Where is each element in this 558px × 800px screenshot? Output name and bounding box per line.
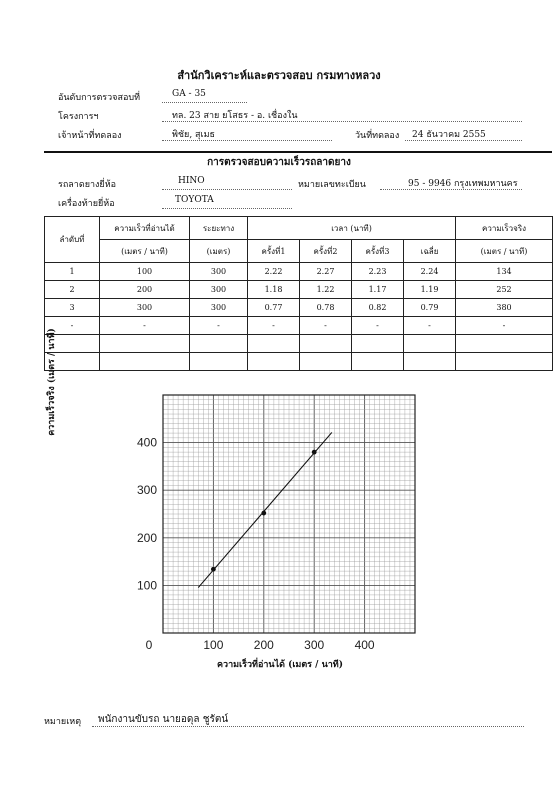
table-cell: 252 <box>456 281 553 299</box>
officer-line <box>162 140 332 141</box>
table-cell: 0.77 <box>248 299 300 317</box>
speed-table <box>44 216 553 371</box>
x-axis-label: ความเร็วที่อ่านได้ (เมตร / นาที) <box>217 660 343 670</box>
table-cell: 0.82 <box>352 299 404 317</box>
y-axis-label: ความเร็วจริง (เมตร / นาที) <box>47 328 57 436</box>
table-cell: 300 <box>190 263 248 281</box>
col-time-avg-header: เฉลี่ย <box>404 240 456 263</box>
table-cell: 1.17 <box>352 281 404 299</box>
table-cell: - <box>190 317 248 335</box>
table-cell: 100 <box>100 263 190 281</box>
y-tick-label: 200 <box>136 530 157 545</box>
truck-brand-label: รถลาดยางยี่ห้อ <box>58 180 117 190</box>
table-cell <box>352 335 404 353</box>
x-tick-label: 0 <box>145 638 153 650</box>
table-row <box>45 353 553 371</box>
inspection-number-value: GA - 35 <box>172 89 206 99</box>
table-cell: 1.18 <box>248 281 300 299</box>
table-cell: - <box>100 317 190 335</box>
section-rule <box>44 151 552 153</box>
col-time-3-header: ครั้งที่3 <box>352 240 404 263</box>
table-row <box>45 317 553 335</box>
inspection-number-line <box>162 102 247 103</box>
table-cell: 300 <box>190 299 248 317</box>
truck-brand-value: HINO <box>178 176 205 186</box>
table-cell: 2 <box>45 281 100 299</box>
table-cell <box>352 353 404 371</box>
col-actual-speed-unit: (เมตร / นาที) <box>456 240 553 263</box>
project-value: ทล. 23 สาย ยโสธร - อ. เชื่องใน <box>172 111 298 121</box>
table-cell: 380 <box>456 299 553 317</box>
table-cell <box>300 335 352 353</box>
plate-line <box>380 189 522 190</box>
remark-label: หมายเหตุ <box>44 717 82 727</box>
test-date-label: วันที่ทดลอง <box>355 131 400 141</box>
table-row <box>45 281 553 299</box>
col-read-speed-unit: (เมตร / นาที) <box>100 240 190 263</box>
data-point <box>312 450 317 455</box>
table-cell <box>100 353 190 371</box>
col-order-header: ลำดับที่ <box>45 217 100 263</box>
chart-grid <box>163 395 415 633</box>
table-row <box>45 335 553 353</box>
table-cell: 1.19 <box>404 281 456 299</box>
table-cell: 134 <box>456 263 553 281</box>
col-time-header: เวลา (นาที) <box>248 217 456 240</box>
col-distance-unit: (เมตร) <box>190 240 248 263</box>
data-point <box>261 511 266 516</box>
table-cell: - <box>352 317 404 335</box>
table-cell <box>456 335 553 353</box>
table-cell <box>404 335 456 353</box>
test-date-line <box>405 140 522 141</box>
officer-value: พิชัย, สุเมธ <box>172 130 216 140</box>
col-actual-speed-header: ความเร็วจริง <box>456 217 553 240</box>
col-time-2-header: ครั้งที่2 <box>300 240 352 263</box>
table-cell <box>190 353 248 371</box>
truck-brand-line <box>162 189 292 190</box>
table-cell: 200 <box>100 281 190 299</box>
table-row <box>45 263 553 281</box>
engine-brand-value: TOYOTA <box>175 195 214 205</box>
section-title: การตรวจสอบความเร็วรถลาดยาง <box>207 157 351 168</box>
table-cell <box>248 353 300 371</box>
x-tick-label: 300 <box>304 638 325 650</box>
y-tick-label: 400 <box>136 435 157 450</box>
table-cell: - <box>404 317 456 335</box>
table-row <box>45 299 553 317</box>
x-tick-label: 200 <box>253 638 274 650</box>
engine-brand-label: เครื่องท้ายยี่ห้อ <box>58 199 115 209</box>
x-tick-label: 400 <box>354 638 375 650</box>
table-cell: 2.23 <box>352 263 404 281</box>
table-cell: 300 <box>100 299 190 317</box>
officer-label: เจ้าหน้าที่ทดลอง <box>58 131 122 141</box>
table-cell: 1.22 <box>300 281 352 299</box>
table-cell: 0.78 <box>300 299 352 317</box>
project-line <box>162 121 522 122</box>
plate-value: 95 - 9946 กรุงเทพมหานคร <box>408 179 518 189</box>
test-date-value: 24 ธันวาคม 2555 <box>412 130 486 140</box>
remark-line <box>92 726 524 727</box>
table-cell: 2.22 <box>248 263 300 281</box>
table-cell: 3 <box>45 299 100 317</box>
table-cell <box>248 335 300 353</box>
col-distance-header: ระยะทาง <box>190 217 248 240</box>
x-tick-label: 100 <box>203 638 224 650</box>
data-point <box>211 567 216 572</box>
table-cell: - <box>45 317 100 335</box>
inspection-number-label: อันดับการตรวจสอบที่ <box>58 93 141 103</box>
table-cell <box>404 353 456 371</box>
calibration-chart <box>100 380 430 650</box>
table-cell: 300 <box>190 281 248 299</box>
table-cell <box>190 335 248 353</box>
remark-value: พนักงานขับรถ นายอดุล ชูรัตน์ <box>98 714 229 725</box>
table-cell <box>100 335 190 353</box>
table-cell <box>300 353 352 371</box>
y-tick-label: 300 <box>136 483 157 498</box>
table-cell: 2.27 <box>300 263 352 281</box>
table-cell <box>456 353 553 371</box>
y-tick-label: 100 <box>136 578 157 593</box>
table-cell: - <box>456 317 553 335</box>
table-cell: 2.24 <box>404 263 456 281</box>
plate-label: หมายเลขทะเบียน <box>298 180 366 190</box>
col-read-speed-header: ความเร็วที่อ่านได้ <box>100 217 190 240</box>
project-label: โครงการฯ <box>58 112 99 122</box>
org-title: สำนักวิเคราะห์และตรวจสอบ กรมทางหลวง <box>177 69 381 82</box>
table-cell: - <box>300 317 352 335</box>
table-cell: 1 <box>45 263 100 281</box>
engine-brand-line <box>162 208 292 209</box>
table-cell: - <box>248 317 300 335</box>
col-time-1-header: ครั้งที่1 <box>248 240 300 263</box>
table-cell: 0.79 <box>404 299 456 317</box>
